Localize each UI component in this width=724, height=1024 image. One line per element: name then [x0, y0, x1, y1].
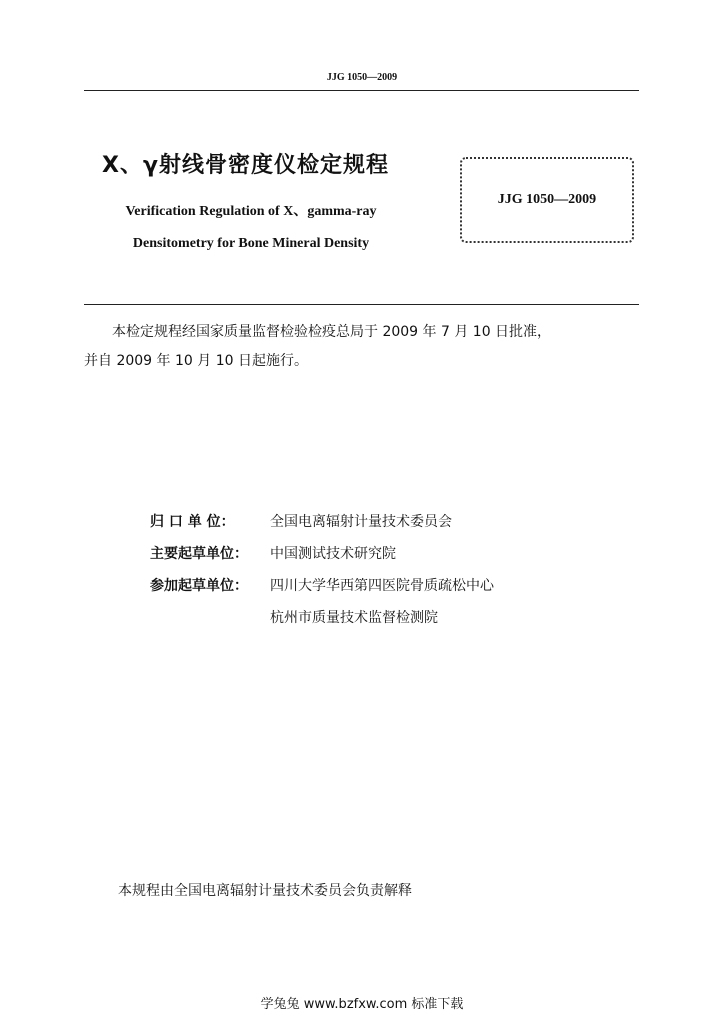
unit-value: 杭州市质量技术监督检测院 [270, 610, 438, 626]
drafting-units [150, 511, 494, 639]
watermark: 学兔兔 www.bzfxw.com 标准下载 [260, 997, 464, 1012]
title-english-line2: Densitometry for Bone Mineral Density [132, 236, 370, 251]
title-chinese: X、γ射线骨密度仪检定规程 [102, 153, 389, 178]
title-english-line1: Verification Regulation of X、gamma-ray [125, 204, 377, 219]
unit-value: 四川大学华西第四医院骨质疏松中心 [270, 578, 494, 594]
approval-paragraph [84, 318, 644, 376]
header-standard-code: JJG 1050—2009 [326, 72, 398, 83]
approval-line1: 本检定规程经国家质量监督检验检疫总局于 2009 年 7 月 10 日批准， [112, 324, 552, 340]
approval-line2: 并自 2009 年 10 月 10 日起施行。 [84, 353, 308, 369]
unit-row-participating-drafter-2 [150, 607, 494, 639]
header-divider [84, 90, 639, 91]
title-divider [84, 304, 639, 305]
standard-code-box [460, 157, 634, 243]
unit-label: 归 口 单 位： [150, 514, 235, 530]
unit-label: 主要起草单位： [150, 546, 248, 562]
standard-code: JJG 1050—2009 [497, 192, 597, 207]
unit-row-responsible [150, 511, 494, 543]
unit-row-participating-drafter [150, 575, 494, 607]
interpretation-note: 本规程由全国电离辐射计量技术委员会负责解释 [118, 883, 412, 899]
unit-label: 参加起草单位： [150, 578, 248, 594]
unit-value: 全国电离辐射计量技术委员会 [270, 514, 452, 530]
unit-value: 中国测试技术研究院 [270, 546, 396, 562]
unit-row-main-drafter [150, 543, 494, 575]
